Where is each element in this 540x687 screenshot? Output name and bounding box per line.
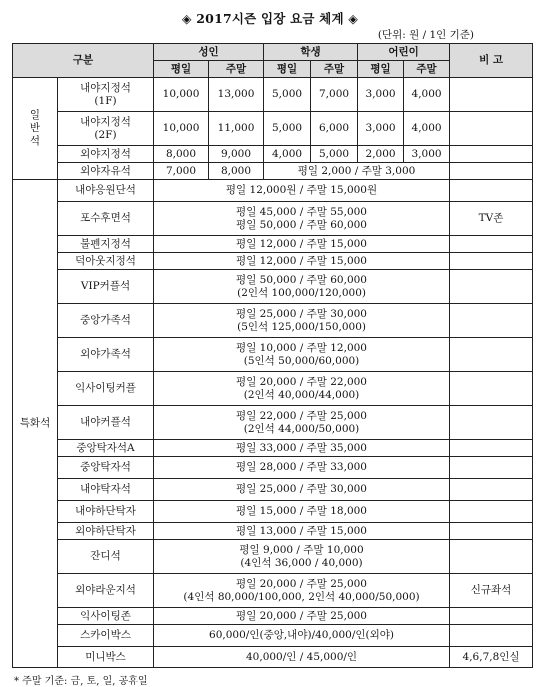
price-cell: 7,000 xyxy=(154,163,209,180)
price-merged: 평일 10,000 / 주말 12,000 (5인석 50,000/60,000) xyxy=(154,338,450,372)
price-merged: 평일 13,000 / 주말 15,000 xyxy=(154,523,450,540)
remark-cell xyxy=(450,457,533,479)
remark-cell: TV존 xyxy=(450,202,533,236)
price-cell: 3,000 xyxy=(404,146,450,163)
price-cell: 3,000 xyxy=(358,78,404,112)
special-row xyxy=(13,202,533,236)
header-weekend: 주말 xyxy=(209,61,264,78)
price-merged: 평일 22,000 / 주말 25,000 (2인석 44,000/50,000) xyxy=(154,406,450,440)
special-row xyxy=(13,406,533,440)
price-merged: 평일 50,000 / 주말 60,000 (2인석 100,000/120,000) xyxy=(154,270,450,304)
price-merged: 평일 12,000 / 주말 15,000 xyxy=(154,236,450,253)
seat-name: 내야지정석 (2F) xyxy=(58,112,154,146)
seat-name: 외야가족석 xyxy=(58,338,154,372)
price-merged: 평일 2,000 / 주말 3,000 xyxy=(264,163,450,180)
remark-cell xyxy=(450,372,533,406)
price-cell: 4,000 xyxy=(264,146,311,163)
price-cell: 5,000 xyxy=(264,112,311,146)
seat-name: 내야하단탁자 xyxy=(58,501,154,523)
remark-cell xyxy=(450,608,533,625)
remark-cell xyxy=(450,523,533,540)
seat-name: 익사이팅존 xyxy=(58,608,154,625)
general-row xyxy=(13,146,533,163)
header-weekday: 평일 xyxy=(154,61,209,78)
special-row xyxy=(13,372,533,406)
price-cell: 10,000 xyxy=(154,112,209,146)
special-row xyxy=(13,501,533,523)
footnote: * 주말 기준: 금, 토, 일, 공휴일 xyxy=(14,676,148,687)
price-cell: 11,000 xyxy=(209,112,264,146)
remark-cell xyxy=(450,180,533,202)
seat-name: 중앙가족석 xyxy=(58,304,154,338)
remark-cell xyxy=(450,479,533,501)
special-row xyxy=(13,236,533,253)
header-child: 어린이 xyxy=(358,44,450,61)
special-row xyxy=(13,338,533,372)
price-cell: 10,000 xyxy=(154,78,209,112)
price-merged: 평일 12,000원 / 주말 15,000원 xyxy=(154,180,450,202)
seat-name: 내야탁자석 xyxy=(58,479,154,501)
header-category: 구분 xyxy=(13,44,154,78)
remark-cell xyxy=(450,253,533,270)
general-group-label: 일 반 석 xyxy=(13,78,58,180)
price-merged: 60,000/인(중앙,내야)/40,000/인(외야) xyxy=(154,625,450,647)
special-row xyxy=(13,479,533,501)
price-cell: 7,000 xyxy=(311,78,358,112)
price-cell: 4,000 xyxy=(404,78,450,112)
seat-name: 내야커플석 xyxy=(58,406,154,440)
seat-name: 익사이팅커플 xyxy=(58,372,154,406)
header-weekend: 주말 xyxy=(404,61,450,78)
special-row xyxy=(13,540,533,574)
price-merged: 평일 12,000 / 주말 15,000 xyxy=(154,253,450,270)
remark-cell xyxy=(450,236,533,253)
remark-cell xyxy=(450,270,533,304)
page-title: ◈ 2017시즌 입장 요금 체계 ◈ xyxy=(181,11,359,26)
seat-name: 덕아웃지정석 xyxy=(58,253,154,270)
price-merged: 평일 20,000 / 주말 25,000 xyxy=(154,608,450,625)
header-adult: 성인 xyxy=(154,44,264,61)
remark-cell xyxy=(450,304,533,338)
remark-cell xyxy=(450,406,533,440)
header-weekday: 평일 xyxy=(264,61,311,78)
seat-name: 내야응원단석 xyxy=(58,180,154,202)
seat-name: 외야지정석 xyxy=(58,146,154,163)
remark-cell xyxy=(450,540,533,574)
remark-cell xyxy=(450,440,533,457)
price-cell: 6,000 xyxy=(311,112,358,146)
general-row xyxy=(13,163,533,180)
price-merged: 평일 33,000 / 주말 35,000 xyxy=(154,440,450,457)
header-weekend: 주말 xyxy=(311,61,358,78)
price-cell: 4,000 xyxy=(404,112,450,146)
special-row xyxy=(13,608,533,625)
seat-name: 스카이박스 xyxy=(58,625,154,647)
seat-name: 잔디석 xyxy=(58,540,154,574)
price-cell: 3,000 xyxy=(358,112,404,146)
seat-name: VIP커플석 xyxy=(58,270,154,304)
price-merged: 평일 25,000 / 주말 30,000 xyxy=(154,479,450,501)
general-row xyxy=(13,78,533,112)
special-row xyxy=(13,523,533,540)
price-cell: 13,000 xyxy=(209,78,264,112)
special-row xyxy=(13,440,533,457)
price-cell: 8,000 xyxy=(209,163,264,180)
price-merged: 평일 45,000 / 주말 55,000 평일 50,000 / 주말 60,000 xyxy=(154,202,450,236)
special-group-label: 특화석 xyxy=(13,180,58,668)
header-remarks: 비 고 xyxy=(450,44,533,78)
fee-table xyxy=(12,43,533,668)
special-row xyxy=(13,625,533,647)
header-student: 학생 xyxy=(264,44,358,61)
remark-cell xyxy=(450,112,533,146)
price-merged: 평일 25,000 / 주말 30,000 (5인석 125,000/150,000) xyxy=(154,304,450,338)
remark-cell: 4,6,7,8인실 xyxy=(450,647,533,668)
special-row xyxy=(13,457,533,479)
price-cell: 8,000 xyxy=(154,146,209,163)
remark-cell xyxy=(450,338,533,372)
seat-name: 외야하단탁자 xyxy=(58,523,154,540)
seat-name: 외야자유석 xyxy=(58,163,154,180)
special-row xyxy=(13,574,533,608)
remark-cell xyxy=(450,625,533,647)
price-merged: 평일 20,000 / 주말 25,000 (4인석 80,000/100,000, 2인석 40,000/50,000) xyxy=(154,574,450,608)
special-row xyxy=(13,647,533,668)
seat-name: 중앙탁자석A xyxy=(58,440,154,457)
remark-cell: 신규좌석 xyxy=(450,574,533,608)
special-row xyxy=(13,304,533,338)
price-cell: 9,000 xyxy=(209,146,264,163)
remark-cell xyxy=(450,146,533,163)
special-row xyxy=(13,270,533,304)
special-row xyxy=(13,180,533,202)
header-weekday: 평일 xyxy=(358,61,404,78)
seat-name: 중앙탁자석 xyxy=(58,457,154,479)
seat-name: 포수후면석 xyxy=(58,202,154,236)
special-row xyxy=(13,253,533,270)
general-row xyxy=(13,112,533,146)
remark-cell xyxy=(450,163,533,180)
unit-note: (단위: 원 / 1인 기준) xyxy=(377,29,474,41)
seat-name: 불펜지정석 xyxy=(58,236,154,253)
seat-name: 미니박스 xyxy=(58,647,154,668)
price-merged: 평일 20,000 / 주말 22,000 (2인석 40,000/44,000) xyxy=(154,372,450,406)
price-cell: 2,000 xyxy=(358,146,404,163)
remark-cell xyxy=(450,78,533,112)
price-merged: 평일 9,000 / 주말 10,000 (4인석 36,000 / 40,000) xyxy=(154,540,450,574)
price-merged: 평일 15,000 / 주말 18,000 xyxy=(154,501,450,523)
price-cell: 5,000 xyxy=(264,78,311,112)
price-merged: 평일 28,000 / 주말 33,000 xyxy=(154,457,450,479)
price-merged: 40,000/인 / 45,000/인 xyxy=(154,647,450,668)
price-cell: 5,000 xyxy=(311,146,358,163)
seat-name: 외야라운지석 xyxy=(58,574,154,608)
seat-name: 내야지정석 (1F) xyxy=(58,78,154,112)
remark-cell xyxy=(450,501,533,523)
